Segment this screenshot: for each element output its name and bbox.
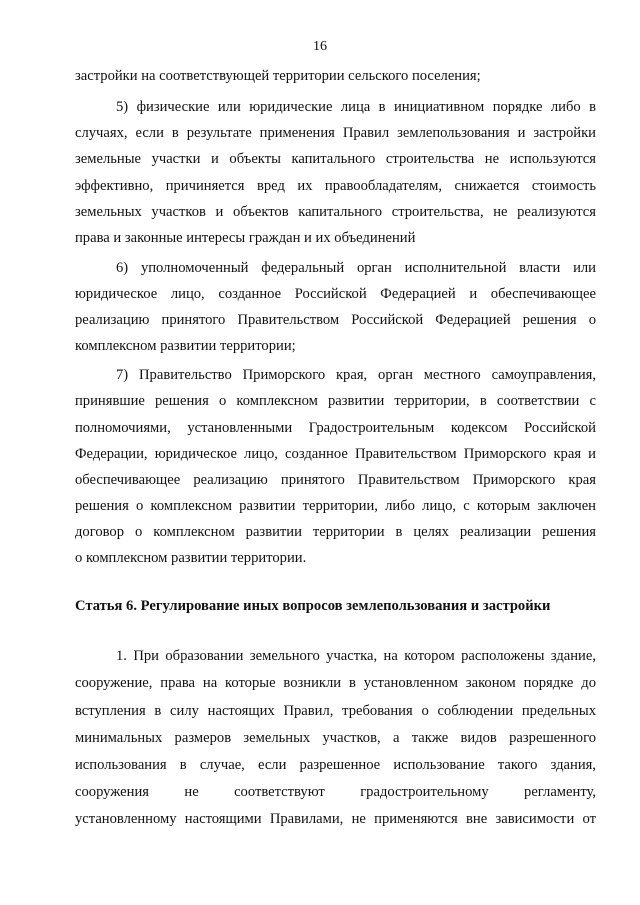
text-line: установленному настоящими Правилами, не применяются вне зависимости от	[75, 811, 596, 827]
text-line: комплексном развитии территории;	[75, 338, 296, 354]
text-line: сооружения не соответствуют градостроительному регламенту,	[75, 784, 596, 800]
text-line: 5) физические или юридические лица в инициативном порядке либо в	[116, 99, 596, 115]
text-line: 7) Правительство Приморского края, орган местного самоуправления,	[116, 367, 596, 383]
text-line: полномочиями, установленными Градостроительным кодексом Российской	[75, 420, 596, 436]
text-line: случаях, если в результате применения Правил землепользования и застройки	[75, 125, 596, 141]
text-line: эффективно, причиняется вред их правообладателям, снижается стоимость	[75, 178, 596, 194]
text-line: договор о комплексном развитии территории в целях реализации решения	[75, 524, 596, 540]
text-line: 6) уполномоченный федеральный орган исполнительной власти или	[116, 260, 596, 276]
text-line: земельные участки и объекты капитального строительства не используются	[75, 151, 596, 167]
text-line: земельных участков и объектов капитального строительства, не реализуются	[75, 204, 596, 220]
text-line: реализацию принятого Правительством Российской Федерацией решения о	[75, 312, 596, 328]
text-line: принявшие решения о комплексном развитии территории, в соответствии с	[75, 393, 596, 409]
article-heading: Статья 6. Регулирование иных вопросов землепользования и застройки	[75, 598, 551, 614]
text-line: Федерации, юридическое лицо, созданное Правительством Приморского края и	[75, 446, 596, 462]
text-line: решения о комплексном развитии территории, либо лицо, с которым заключен	[75, 498, 596, 514]
text-line: использования в случае, если разрешенное использование такого здания,	[75, 757, 596, 773]
page-number: 16	[313, 39, 327, 54]
text-line: юридическое лицо, созданное Российской Федерацией и обеспечивающее	[75, 286, 596, 302]
text-line: права и законные интересы граждан и их объединений	[75, 230, 416, 246]
text-line: 1. При образовании земельного участка, на котором расположены здание,	[116, 648, 596, 664]
text-line: о комплексном развитии территории.	[75, 550, 307, 566]
text-line: застройки на соответствующей территории сельского поселения;	[75, 68, 481, 84]
text-line: минимальных размеров земельных участков, а также видов разрешенного	[75, 730, 596, 746]
text-line: вступления в силу настоящих Правил, требования о соблюдении предельных	[75, 703, 596, 719]
text-line: обеспечивающее реализацию принятого Правительством Приморского края	[75, 472, 596, 488]
text-line: сооружение, права на которые возникли в установленном законом порядке до	[75, 675, 596, 691]
